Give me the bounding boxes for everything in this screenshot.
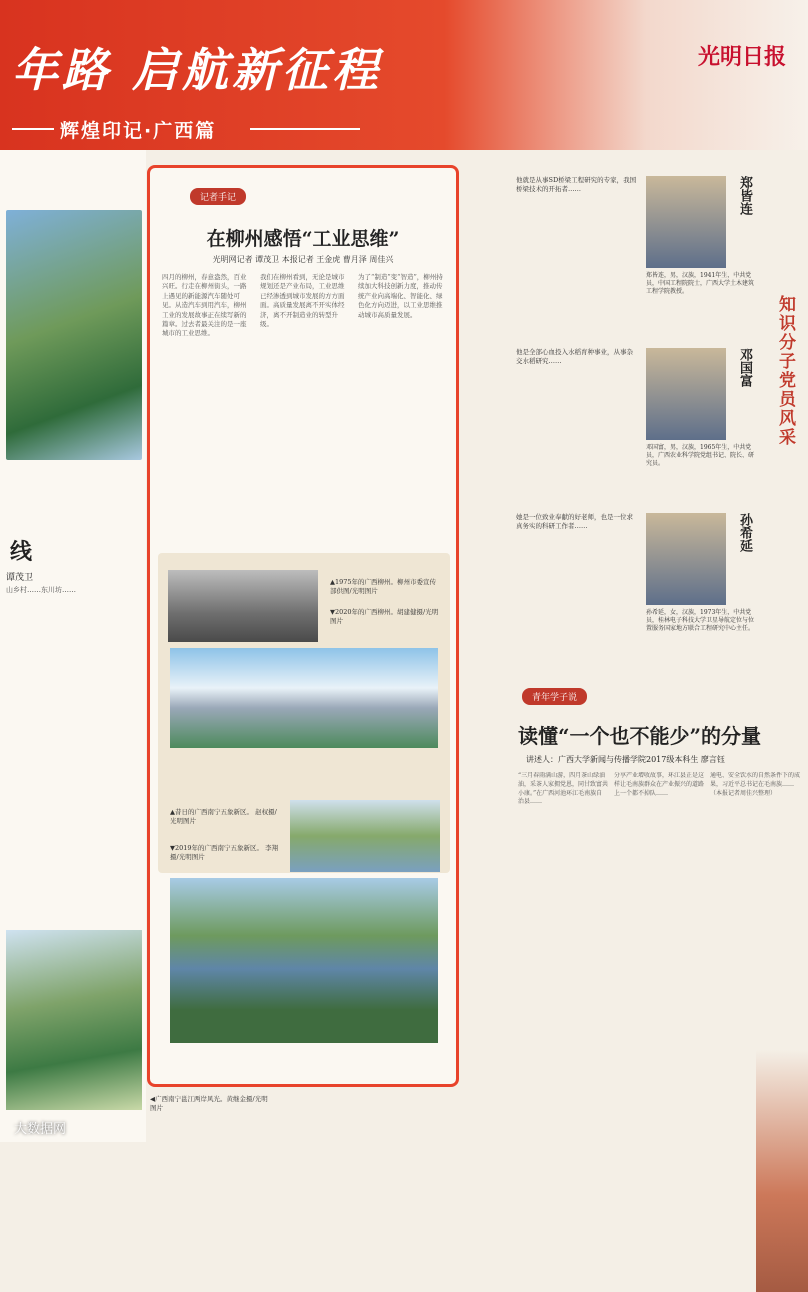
profile-name: 郑皆连 (737, 176, 752, 215)
article-tag: 记者手记 (190, 188, 246, 205)
great-wall-illustration (756, 1050, 808, 1292)
left-landscape-photo (6, 210, 142, 460)
profile-text: 她是一位致业奉献的好老师，也是一位求真务实的科研工作者…… (516, 513, 633, 531)
article-byline: 光明网记者 谭茂卫 本报记者 王金虎 曹月泽 周佳兴 (212, 255, 394, 264)
section2-author: 讲述人：广西大学新闻与传播学院2017级本科生 廖言钰 (526, 755, 725, 764)
caption-yongjiang: ◀广西南宁邕江两岸风光。黄继金摄/光明图片 (150, 1095, 268, 1112)
profile-photo (646, 176, 726, 268)
left-author: 谭茂卫 (6, 573, 34, 583)
photo-liuzhou-1975 (168, 570, 318, 642)
caption-1975: ▲1975年的广西柳州。柳州市委宣传部供图/光明图片 (330, 578, 437, 595)
profile-text: 他是全部心血投入水稻育种事业，从事杂交水稻研究…… (516, 348, 633, 366)
section2-title: 读懂“一个也不能少”的分量 (518, 724, 762, 748)
newspaper-logo: 光明日报 (697, 44, 786, 70)
caption-2020: ▼2020年的广西柳州。胡建健摄/光明图片 (330, 608, 439, 625)
right-column (466, 150, 808, 1142)
banner-divider (250, 128, 360, 130)
article-body (162, 273, 448, 543)
section-label: 知识分子党员风采 (775, 295, 795, 447)
profile-photo (646, 513, 726, 605)
left-body-text: 山乡村……东川坊…… (6, 586, 76, 594)
section2-tag: 青年学子说 (522, 688, 587, 705)
caption-nanning-old: ▲昔日的广西南宁五象新区。 赵权摄/光明图片 (170, 808, 277, 825)
left-bottom-photo (6, 930, 142, 1110)
header-banner (0, 0, 808, 150)
article-column: 为了“制造”变“智造”，柳州持续加大科技创新力度，推动传统产业向高端化、智能化、绿色化方向迈进，以工业思维推动城市高质量发展。 (358, 273, 443, 319)
section2-column: “三月春雨满山游，四月茶山绿油油，采茶人家拥党恩，同甘致富共小康。”在广西河池环江毛南族自治县…… (518, 772, 608, 806)
watermark: 大数据网 (14, 1122, 67, 1137)
photo-nanning-old (290, 800, 440, 872)
profile-caption: 孙希延，女，汉族，1973年生，中共党员，桂林电子科技大学卫星导航定位与位置服务国家地方联合工程研究中心主任。 (646, 609, 755, 632)
profile-name: 邓国富 (737, 348, 752, 387)
left-headline: 线 (10, 539, 33, 565)
profile-caption: 邓国富，男，汉族，1965年生，中共党员，广西农业科学院党组书记、院长、研究员。 (646, 444, 755, 467)
banner-subtitle: 辉煌印记·广西篇 (60, 120, 217, 142)
banner-divider (12, 128, 54, 130)
featured-article (147, 165, 459, 1087)
section2-column: 分享产业增收故事，环江县正是这样让毛南族群众在产业振兴的道路上一个都不掉队…… (614, 772, 704, 797)
profile-card (516, 505, 766, 645)
article-column: 四月的柳州，春意盎然，百业兴旺。行走在柳州街头，一路上遇见的新能源汽车随处可见。从造汽车到用汽车，柳州工业的发展故事正在续写新的篇章。过去者最关注的是一座城市的工业思维。 (162, 273, 247, 338)
article-column: 我们在柳州看到，无论是城市规划还是产业布局，工业思维已经渗透到城市发展的方方面面。高质量发展离不开实体经济，离不开制造业的转型升级。 (260, 273, 345, 329)
profile-card (516, 168, 766, 308)
profile-name: 孙希延 (737, 513, 752, 552)
photo-liuzhou-2020 (170, 648, 438, 748)
profile-photo (646, 348, 726, 440)
profile-caption: 郑皆连，男，汉族，1941年生，中共党员，中国工程院院士，广西大学土木建筑工程学院教授。 (646, 272, 755, 295)
section2-body (518, 772, 800, 1072)
section2-column: 通电、安全饮水的自然条件下的成果，习近平总书记在毛南族……（本报记者周佳兴整理） (710, 772, 800, 797)
caption-nanning-2019: ▼2019年的广西南宁五象新区。 李翔摄/光明图片 (170, 844, 279, 861)
profile-text: 他就是从事SD桥梁工程研究的专家，我国桥梁技术的开拓者…… (516, 176, 637, 194)
banner-title: 年路 启航新征程 (12, 43, 383, 97)
article-title: 在柳州感悟“工业思维” (206, 228, 400, 250)
profile-card (516, 340, 766, 480)
photo-nanning-2019 (170, 878, 438, 1043)
